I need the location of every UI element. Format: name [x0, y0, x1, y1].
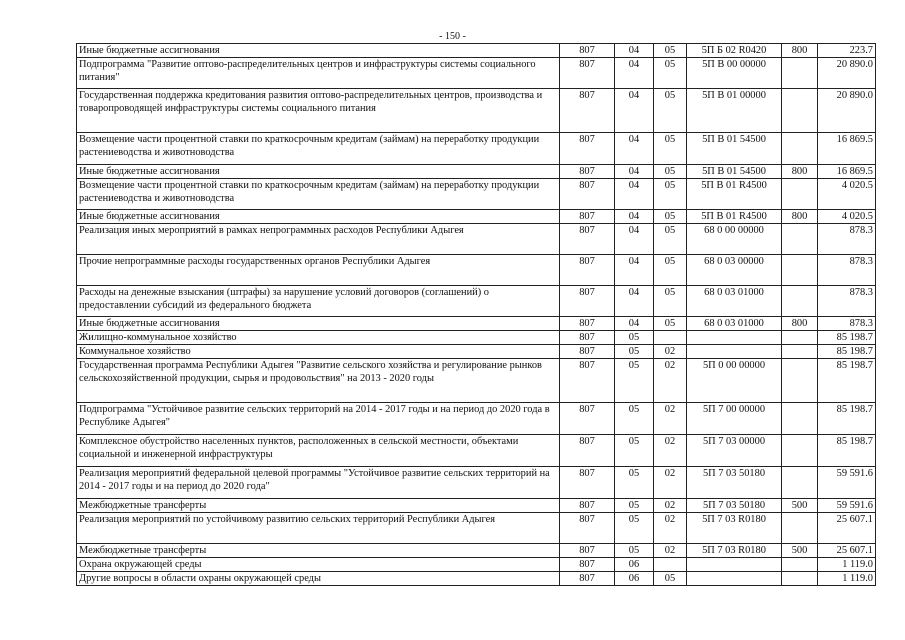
cell-ministry-code: 807 [560, 44, 615, 58]
cell-section-code: 05 [615, 403, 654, 435]
cell-ministry-code: 807 [560, 345, 615, 359]
table-row [77, 286, 876, 317]
cell-expense-type: 800 [782, 165, 818, 179]
cell-amount: 4 020.5 [818, 179, 876, 210]
cell-expense-type [782, 467, 818, 499]
cell-target-article [687, 572, 782, 586]
table-row [77, 133, 876, 165]
cell-description: Расходы на денежные взыскания (штрафы) за нарушение условий договоров (соглашений) о предоставлении субсидий из федерального бюджета [77, 286, 560, 317]
cell-expense-type [782, 359, 818, 403]
cell-ministry-code: 807 [560, 210, 615, 224]
cell-target-article: 68 0 03 00000 [687, 255, 782, 286]
cell-description: Реализация иных мероприятий в рамках непрограммных расходов Республики Адыгея [77, 224, 560, 255]
cell-target-article [687, 345, 782, 359]
cell-target-article: 5П 7 03 R0180 [687, 544, 782, 558]
cell-target-article: 5П 0 00 00000 [687, 359, 782, 403]
cell-amount: 59 591.6 [818, 467, 876, 499]
cell-section-code: 04 [615, 89, 654, 133]
cell-section-code: 04 [615, 317, 654, 331]
cell-ministry-code: 807 [560, 179, 615, 210]
cell-section-code: 05 [615, 513, 654, 544]
table-row [77, 403, 876, 435]
cell-description: Жилищно-коммунальное хозяйство [77, 331, 560, 345]
table-row [77, 331, 876, 345]
cell-expense-type [782, 558, 818, 572]
cell-description: Иные бюджетные ассигнования [77, 165, 560, 179]
cell-ministry-code: 807 [560, 317, 615, 331]
cell-expense-type: 500 [782, 499, 818, 513]
cell-amount: 878.3 [818, 286, 876, 317]
cell-amount: 25 607.1 [818, 513, 876, 544]
cell-amount: 1 119.0 [818, 572, 876, 586]
cell-amount: 85 198.7 [818, 435, 876, 467]
cell-subsection-code: 02 [654, 345, 687, 359]
cell-amount: 85 198.7 [818, 345, 876, 359]
cell-ministry-code: 807 [560, 499, 615, 513]
table-row [77, 210, 876, 224]
table-row [77, 179, 876, 210]
cell-ministry-code: 807 [560, 467, 615, 499]
cell-expense-type: 800 [782, 317, 818, 331]
cell-section-code: 04 [615, 255, 654, 286]
cell-description: Коммунальное хозяйство [77, 345, 560, 359]
cell-amount: 25 607.1 [818, 544, 876, 558]
cell-amount: 1 119.0 [818, 558, 876, 572]
cell-subsection-code: 05 [654, 317, 687, 331]
cell-ministry-code: 807 [560, 544, 615, 558]
cell-section-code: 05 [615, 435, 654, 467]
cell-subsection-code: 02 [654, 435, 687, 467]
table-row [77, 435, 876, 467]
cell-subsection-code [654, 558, 687, 572]
cell-subsection-code: 02 [654, 544, 687, 558]
cell-expense-type [782, 179, 818, 210]
cell-expense-type [782, 58, 818, 89]
cell-target-article: 5П В 01 00000 [687, 89, 782, 133]
cell-subsection-code: 05 [654, 179, 687, 210]
cell-subsection-code: 02 [654, 403, 687, 435]
cell-subsection-code: 05 [654, 255, 687, 286]
cell-target-article: 5П 7 00 00000 [687, 403, 782, 435]
cell-ministry-code: 807 [560, 331, 615, 345]
cell-description: Государственная поддержка кредитования развития оптово-распределительных центров, производства и товаропроводящей инфраструктуры системы социального питания [77, 89, 560, 133]
cell-amount: 85 198.7 [818, 331, 876, 345]
cell-subsection-code: 05 [654, 89, 687, 133]
table-row [77, 255, 876, 286]
cell-section-code: 05 [615, 544, 654, 558]
cell-ministry-code: 807 [560, 359, 615, 403]
cell-section-code: 05 [615, 331, 654, 345]
table-row [77, 513, 876, 544]
cell-description: Комплексное обустройство населенных пунктов, расположенных в сельской местности, объектами социальной и инженерной инфраструктуры [77, 435, 560, 467]
cell-subsection-code: 05 [654, 572, 687, 586]
cell-section-code: 06 [615, 572, 654, 586]
cell-ministry-code: 807 [560, 133, 615, 165]
cell-ministry-code: 807 [560, 513, 615, 544]
cell-expense-type: 500 [782, 544, 818, 558]
cell-target-article: 5П 7 03 00000 [687, 435, 782, 467]
cell-expense-type [782, 513, 818, 544]
cell-amount: 20 890.0 [818, 58, 876, 89]
cell-ministry-code: 807 [560, 224, 615, 255]
cell-target-article: 5П В 01 R4500 [687, 179, 782, 210]
cell-section-code: 04 [615, 133, 654, 165]
cell-expense-type [782, 89, 818, 133]
cell-ministry-code: 807 [560, 435, 615, 467]
cell-description: Охрана окружающей среды [77, 558, 560, 572]
cell-amount: 878.3 [818, 317, 876, 331]
cell-expense-type [782, 331, 818, 345]
cell-description: Иные бюджетные ассигнования [77, 210, 560, 224]
cell-ministry-code: 807 [560, 286, 615, 317]
cell-section-code: 04 [615, 224, 654, 255]
cell-target-article: 5П 7 03 50180 [687, 499, 782, 513]
cell-target-article: 68 0 03 01000 [687, 286, 782, 317]
cell-expense-type [782, 224, 818, 255]
cell-amount: 4 020.5 [818, 210, 876, 224]
table-row [77, 317, 876, 331]
cell-description: Межбюджетные трансферты [77, 544, 560, 558]
cell-amount: 20 890.0 [818, 89, 876, 133]
cell-expense-type [782, 435, 818, 467]
cell-ministry-code: 807 [560, 558, 615, 572]
cell-amount: 59 591.6 [818, 499, 876, 513]
cell-target-article [687, 558, 782, 572]
cell-subsection-code: 05 [654, 210, 687, 224]
table-row [77, 558, 876, 572]
cell-description: Возмещение части процентной ставки по краткосрочным кредитам (займам) на переработку продукции растениеводства и животноводства [77, 179, 560, 210]
cell-expense-type [782, 286, 818, 317]
table-row [77, 359, 876, 403]
cell-subsection-code: 02 [654, 499, 687, 513]
cell-subsection-code: 02 [654, 467, 687, 499]
table-row [77, 58, 876, 89]
cell-description: Другие вопросы в области охраны окружающей среды [77, 572, 560, 586]
cell-target-article: 5П В 01 54500 [687, 133, 782, 165]
cell-section-code: 04 [615, 210, 654, 224]
cell-amount: 85 198.7 [818, 359, 876, 403]
cell-subsection-code [654, 331, 687, 345]
cell-section-code: 06 [615, 558, 654, 572]
page-number: - 150 - [439, 31, 466, 42]
cell-section-code: 05 [615, 345, 654, 359]
cell-expense-type: 800 [782, 210, 818, 224]
cell-amount: 16 869.5 [818, 165, 876, 179]
table-row [77, 44, 876, 58]
table-row [77, 165, 876, 179]
cell-section-code: 05 [615, 467, 654, 499]
cell-target-article: 5П В 01 R4500 [687, 210, 782, 224]
cell-subsection-code: 05 [654, 286, 687, 317]
cell-expense-type [782, 345, 818, 359]
cell-amount: 878.3 [818, 224, 876, 255]
table-row [77, 499, 876, 513]
budget-table-body [77, 44, 876, 586]
cell-ministry-code: 807 [560, 89, 615, 133]
cell-amount: 878.3 [818, 255, 876, 286]
cell-target-article: 5П 7 03 50180 [687, 467, 782, 499]
cell-subsection-code: 05 [654, 133, 687, 165]
cell-section-code: 05 [615, 359, 654, 403]
cell-description: Подпрограмма "Устойчивое развитие сельских территорий на 2014 - 2017 годы и на период до 2020 года в Республике Адыгея" [77, 403, 560, 435]
cell-description: Межбюджетные трансферты [77, 499, 560, 513]
cell-target-article: 5П В 00 00000 [687, 58, 782, 89]
cell-amount: 85 198.7 [818, 403, 876, 435]
cell-ministry-code: 807 [560, 572, 615, 586]
cell-target-article: 68 0 03 01000 [687, 317, 782, 331]
cell-target-article [687, 331, 782, 345]
cell-subsection-code: 05 [654, 224, 687, 255]
table-row [77, 89, 876, 133]
cell-section-code: 04 [615, 286, 654, 317]
cell-description: Иные бюджетные ассигнования [77, 317, 560, 331]
cell-expense-type [782, 572, 818, 586]
budget-table [76, 43, 876, 586]
cell-amount: 16 869.5 [818, 133, 876, 165]
cell-description: Государственная программа Республики Адыгея "Развитие сельского хозяйства и регулирование рынков сельскохозяйственной продукции, сырья и продовольствия" на 2013 - 2020 годы [77, 359, 560, 403]
cell-target-article: 68 0 00 00000 [687, 224, 782, 255]
cell-ministry-code: 807 [560, 403, 615, 435]
cell-subsection-code: 02 [654, 513, 687, 544]
cell-description: Иные бюджетные ассигнования [77, 44, 560, 58]
cell-target-article: 5П В 01 54500 [687, 165, 782, 179]
cell-subsection-code: 05 [654, 165, 687, 179]
cell-target-article: 5П Б 02 R0420 [687, 44, 782, 58]
table-row [77, 345, 876, 359]
cell-subsection-code: 05 [654, 58, 687, 89]
table-row [77, 572, 876, 586]
table-row [77, 467, 876, 499]
cell-expense-type [782, 133, 818, 165]
cell-expense-type [782, 403, 818, 435]
cell-expense-type [782, 255, 818, 286]
table-row [77, 544, 876, 558]
cell-expense-type: 800 [782, 44, 818, 58]
cell-ministry-code: 807 [560, 255, 615, 286]
cell-description: Реализация мероприятий по устойчивому развитию сельских территорий Республики Адыгея [77, 513, 560, 544]
cell-amount: 223.7 [818, 44, 876, 58]
cell-ministry-code: 807 [560, 58, 615, 89]
cell-section-code: 04 [615, 58, 654, 89]
cell-section-code: 04 [615, 165, 654, 179]
cell-description: Прочие непрограммные расходы государственных органов Республики Адыгея [77, 255, 560, 286]
table-row [77, 224, 876, 255]
cell-description: Возмещение части процентной ставки по краткосрочным кредитам (займам) на переработку продукции растениеводства и животноводства [77, 133, 560, 165]
cell-description: Реализация мероприятий федеральной целевой программы "Устойчивое развитие сельских территорий на 2014 - 2017 годы и на период до 2020 года" [77, 467, 560, 499]
cell-section-code: 04 [615, 179, 654, 210]
cell-subsection-code: 02 [654, 359, 687, 403]
cell-target-article: 5П 7 03 R0180 [687, 513, 782, 544]
cell-ministry-code: 807 [560, 165, 615, 179]
cell-description: Подпрограмма "Развитие оптово-распределительных центров и инфраструктуры системы социального питания" [77, 58, 560, 89]
cell-section-code: 04 [615, 44, 654, 58]
cell-subsection-code: 05 [654, 44, 687, 58]
cell-section-code: 05 [615, 499, 654, 513]
